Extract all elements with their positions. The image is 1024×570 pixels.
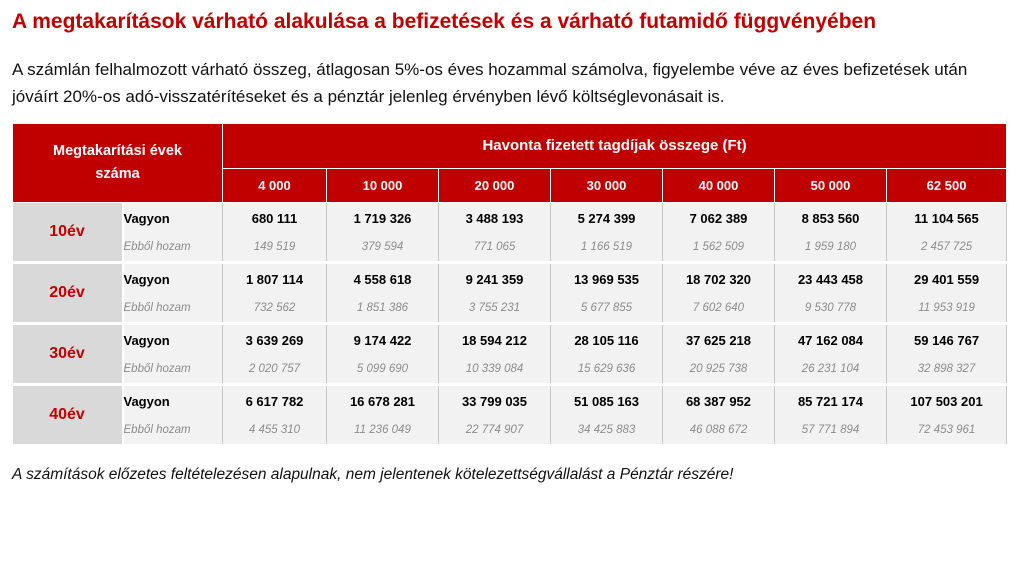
wealth-label: Vagyon	[123, 263, 223, 295]
yield-value: 15 629 636	[551, 355, 663, 385]
yield-value: 5 099 690	[327, 355, 439, 385]
yield-value: 771 065	[439, 233, 551, 263]
wealth-value: 28 105 116	[551, 324, 663, 356]
wealth-value: 51 085 163	[551, 385, 663, 417]
yield-value: 1 959 180	[775, 233, 887, 263]
years-label: 20év	[13, 263, 123, 324]
yield-label: Ebből hozam	[123, 294, 223, 324]
wealth-value: 1 807 114	[223, 263, 327, 295]
wealth-value: 4 558 618	[327, 263, 439, 295]
wealth-value: 680 111	[223, 203, 327, 234]
monthly-fee-header: Havonta fizetett tagdíjak összege (Ft)	[223, 124, 1007, 169]
wealth-value: 107 503 201	[887, 385, 1007, 417]
wealth-value: 47 162 084	[775, 324, 887, 356]
savings-table	[12, 123, 1007, 447]
page-title: A megtakarítások várható alakulása a befizetések és a várható futamidő függvényében	[12, 10, 877, 33]
wealth-value: 16 678 281	[327, 385, 439, 417]
yield-value: 4 455 310	[223, 416, 327, 446]
yield-value: 1 851 386	[327, 294, 439, 324]
wealth-value: 13 969 535	[551, 263, 663, 295]
years-header-line2: száma	[95, 166, 140, 182]
wealth-value: 3 639 269	[223, 324, 327, 356]
yield-value: 2 020 757	[223, 355, 327, 385]
yield-value: 22 774 907	[439, 416, 551, 446]
wealth-value: 11 104 565	[887, 203, 1007, 234]
yield-value: 149 519	[223, 233, 327, 263]
wealth-value: 37 625 218	[663, 324, 775, 356]
amount-header: 4 000	[223, 168, 327, 202]
table-row	[13, 416, 1007, 446]
yield-value: 20 925 738	[663, 355, 775, 385]
amount-header: 40 000	[663, 168, 775, 202]
table-row	[13, 233, 1007, 263]
yield-value: 7 602 640	[663, 294, 775, 324]
yield-value: 2 457 725	[887, 233, 1007, 263]
table-row	[13, 355, 1007, 385]
yield-value: 1 166 519	[551, 233, 663, 263]
yield-value: 9 530 778	[775, 294, 887, 324]
intro-paragraph: A számlán felhalmozott várható összeg, átlagosan 5%-os éves hozammal számolva, figyelembe véve az éves befizetések után jóváírt 20%-os adó-visszatérítéseket és a pénztár jelenleg érvényben lévő költséglevonásait is.	[12, 60, 968, 106]
yield-label: Ebből hozam	[123, 416, 223, 446]
amount-header: 20 000	[439, 168, 551, 202]
yield-value: 26 231 104	[775, 355, 887, 385]
wealth-value: 18 702 320	[663, 263, 775, 295]
table-row	[13, 263, 1007, 295]
amount-header: 30 000	[551, 168, 663, 202]
yield-value: 10 339 084	[439, 355, 551, 385]
amount-header: 62 500	[887, 168, 1007, 202]
yield-value: 379 594	[327, 233, 439, 263]
wealth-value: 6 617 782	[223, 385, 327, 417]
disclaimer-note: A számítások előzetes feltételezésen alapulnak, nem jelentenek kötelezettségvállalást a Pénztár részére!	[12, 466, 734, 483]
wealth-label: Vagyon	[123, 324, 223, 356]
years-label: 30év	[13, 324, 123, 385]
wealth-value: 8 853 560	[775, 203, 887, 234]
yield-value: 57 771 894	[775, 416, 887, 446]
wealth-value: 7 062 389	[663, 203, 775, 234]
wealth-value: 18 594 212	[439, 324, 551, 356]
table-row	[13, 385, 1007, 417]
years-label: 40év	[13, 385, 123, 446]
wealth-value: 9 241 359	[439, 263, 551, 295]
wealth-value: 9 174 422	[327, 324, 439, 356]
yield-value: 11 236 049	[327, 416, 439, 446]
yield-label: Ebből hozam	[123, 355, 223, 385]
yield-label: Ebből hozam	[123, 233, 223, 263]
yield-value: 5 677 855	[551, 294, 663, 324]
wealth-value: 1 719 326	[327, 203, 439, 234]
wealth-value: 59 146 767	[887, 324, 1007, 356]
amount-header: 50 000	[775, 168, 887, 202]
wealth-value: 23 443 458	[775, 263, 887, 295]
table-row	[13, 294, 1007, 324]
years-column-header	[13, 124, 223, 203]
years-label: 10év	[13, 203, 123, 263]
wealth-value: 5 274 399	[551, 203, 663, 234]
wealth-label: Vagyon	[123, 385, 223, 417]
wealth-label: Vagyon	[123, 203, 223, 234]
yield-value: 46 088 672	[663, 416, 775, 446]
wealth-value: 33 799 035	[439, 385, 551, 417]
amount-header: 10 000	[327, 168, 439, 202]
yield-value: 32 898 327	[887, 355, 1007, 385]
yield-value: 3 755 231	[439, 294, 551, 324]
yield-value: 72 453 961	[887, 416, 1007, 446]
yield-value: 11 953 919	[887, 294, 1007, 324]
wealth-value: 3 488 193	[439, 203, 551, 234]
table-row	[13, 324, 1007, 356]
wealth-value: 68 387 952	[663, 385, 775, 417]
years-header-line1: Megtakarítási évek	[53, 143, 182, 159]
wealth-value: 29 401 559	[887, 263, 1007, 295]
yield-value: 732 562	[223, 294, 327, 324]
table-row	[13, 203, 1007, 234]
yield-value: 34 425 883	[551, 416, 663, 446]
yield-value: 1 562 509	[663, 233, 775, 263]
wealth-value: 85 721 174	[775, 385, 887, 417]
